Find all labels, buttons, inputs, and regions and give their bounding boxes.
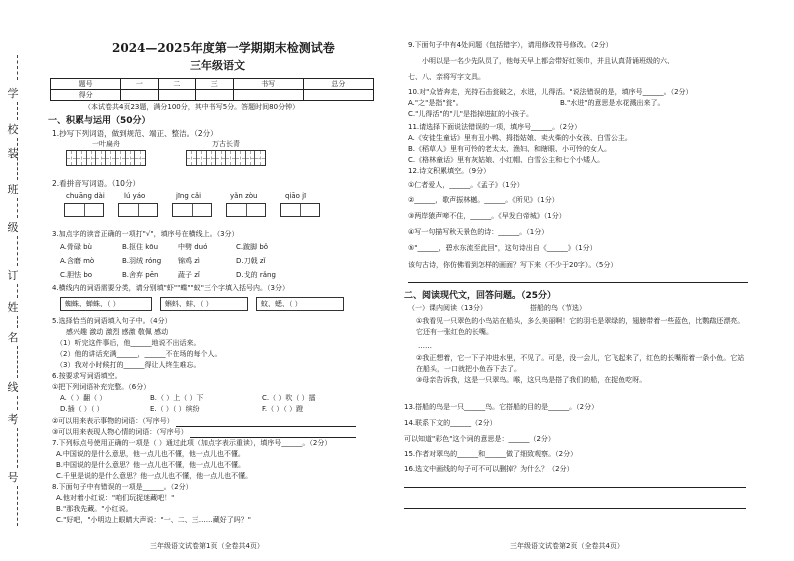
question-9: 9.下面句子中有4处问题（包括错字），请用修改符号修改。（2分） (408, 41, 613, 49)
q11-option: C.《格林童话》里有灰姑娘、小红帽、白雪公主和七个小矮人。 (408, 156, 605, 164)
q12-item: ②______，歌声振林樾。______。《所见》（1分） (408, 196, 559, 204)
score-cell[interactable] (158, 90, 195, 101)
pinyin-label: yǎn zòu (230, 192, 258, 200)
binding-label: 线 (7, 381, 19, 394)
classification-box[interactable]: 蜘蛛、蝉蛛、（ ） (60, 297, 152, 311)
question-2: 2.看拼音写词语。（10分） (52, 179, 140, 188)
exam-note: （本试卷共4页23题，满分100分，其中书写5分。答题时间80分钟） (84, 103, 300, 111)
q10-option: A."之"是指"瓮"。 (408, 99, 463, 107)
score-cell[interactable] (121, 90, 158, 101)
reading-paragraph: ③母亲告诉我，这是一只翠鸟。喉，这只鸟是搭了我们的船，在捉鱼吃呀。 (416, 376, 647, 384)
binding-label: 号 (7, 471, 19, 484)
binding-label: 考 (7, 413, 19, 426)
q3-option: 锦鸡 zì (178, 257, 200, 265)
answer-box[interactable] (172, 203, 212, 217)
q12-item: ①仁者爱人，______。《孟子》（1分） (408, 181, 524, 189)
reading-title: 搭船的鸟（节选） (530, 304, 586, 312)
q3-option: B.舍弃 pēn (122, 271, 159, 279)
q11-option: A.《安徒生童话》里有丑小鸭、拇指姑娘、卖火柴的小女孩、白雪公主。 (408, 134, 632, 142)
answer-line[interactable] (190, 437, 356, 438)
page-footer: 三年级语文试卷第1页（全卷共4页） (150, 542, 264, 550)
question-3: 3.加点字的读音正确的一项打"√"，填序号在横线上。（3分） (52, 230, 239, 238)
score-cell[interactable] (196, 90, 233, 101)
answer-box[interactable] (226, 203, 266, 217)
score-header: 二 (158, 79, 195, 90)
question-6: 6.按要求写词语填空。 (52, 372, 122, 380)
q12-item: ④写一句描写秋天景色的诗：______。（1分） (408, 228, 549, 236)
q3-option: B.羽绒 róng (122, 257, 162, 265)
q7-option: A.中国说的是什么意思，他一点儿也不懂，他一点儿也不懂。 (56, 450, 245, 458)
q12-item: ③两岸猿声啼不住，______。《早发白帝城》（1分） (408, 212, 566, 220)
q5-item: （2）他的讲话充满______，______不在场的每个人。 (56, 350, 222, 358)
writing-grid[interactable] (186, 150, 266, 166)
binding-label: 装 (7, 147, 19, 160)
question-12: 12.诗文积累填空。（9分） (408, 167, 491, 175)
classification-box[interactable]: 蝌蚪、蚌、（ ） (160, 297, 248, 311)
score-header: 总分 (303, 79, 373, 90)
question-1: 1.抄写下列词语，做到规范、端正、整洁。（2分） (52, 129, 218, 138)
question-4: 4.横线内的词语需要分类，请分别填"虾""蝶""蚁"三个字填入括号内。（3分） (52, 284, 289, 292)
score-header: 三 (196, 79, 233, 90)
q11-option: B.《稻草人》里有可怜的老太太、渔妇、和瞎眼、小可怜的女人。 (408, 145, 612, 153)
binding-label: 学 (7, 87, 19, 100)
writing-grid[interactable] (66, 150, 146, 166)
question-11: 11.请选择下面说法错误的一项，填序号______。（2分） (408, 123, 582, 131)
q8-option: B."那我先藏。"小红说。 (56, 505, 133, 513)
q6-blank: C.（ ）吹（ ）擂 (262, 394, 316, 402)
answer-box[interactable] (280, 203, 320, 217)
answer-box[interactable] (64, 203, 104, 217)
score-cell[interactable] (303, 90, 373, 101)
q10-option: C."儿得活"的"儿"是指掉进缸的小孩子。 (408, 110, 533, 118)
section-heading: 一、积累与运用（50分） (48, 116, 151, 126)
q5-item: （1）听完这件事后，他______地说不出话来。 (56, 339, 201, 347)
question-13: 13.搭船的鸟是一只______鸟。它搭船的目的是______。（2分） (404, 403, 599, 411)
answer-line[interactable] (404, 508, 746, 509)
answer-line[interactable] (176, 426, 356, 427)
q3-option: 蔬子 zǐ (178, 271, 200, 279)
q3-option: 中劈 duó (178, 243, 208, 251)
pinyin-label: chuāng dài (66, 192, 105, 200)
q3-option: C.跛脚 bǒ (236, 243, 269, 251)
score-header: 题号 (51, 79, 121, 90)
section-heading: 二、阅读现代文，回答问题。（25分） (404, 291, 557, 301)
q12-item: ⑤"______，碧水东流至此回"，这句诗出自《______》（1分） (408, 244, 597, 252)
q3-option: D.刀戟 zǐ (236, 257, 266, 265)
q6-blank: D.插（ ）（ ） (60, 405, 104, 413)
reading-paragraph: ②我正想着，它一下子冲进水里，不见了。可是，没一会儿，它飞起来了，红色的长嘴衔着一条小鱼。它站在船头，一口就把小鱼吞下去了。 (416, 354, 745, 373)
q5-item: （3）我对小时候打的______得让人终生难忘。 (56, 361, 201, 369)
q6-part-c: ③可以用来表现人物心情的词语：（写序号） (52, 428, 188, 436)
q3-option: B.抠住 kōu (122, 243, 159, 251)
q6-blank: B.（ ）上（ ）下 (150, 394, 204, 402)
exam-subject: 三年级语文 (190, 59, 245, 72)
q3-option: C.胆怯 bo (60, 271, 93, 279)
reading-ellipsis: …… (418, 342, 432, 350)
q3-option: A.骨碌 bù (60, 243, 92, 251)
binding-label: 校 (7, 123, 19, 136)
binding-label: 订 (7, 269, 19, 282)
q6-blank: F.（ ）（ ）蹬 (262, 405, 304, 413)
question-14-meaning: 可以知道"彩色"这个词的意思是：______（2分） (404, 435, 555, 443)
q9-text: 七、八、亲将写字文具。 (408, 73, 485, 81)
q3-option: A.含磨 mò (60, 257, 95, 265)
copy-word: 一叶扁舟 (92, 140, 120, 148)
score-cell[interactable] (233, 90, 303, 101)
reading-subheading: （一）课内阅读（13分） (408, 304, 487, 312)
pinyin-label: qiāo jī (285, 192, 307, 200)
q6-part-b: ②可以用来表示事物的词语：（写序号） (52, 417, 174, 425)
score-header: 书写 (233, 79, 303, 90)
score-table (50, 78, 374, 101)
question-8: 8.下面句子中有错误的一项是______。（2分） (52, 483, 193, 491)
copy-word: 万古长青 (212, 140, 240, 148)
q7-option: B.中国说的是什么意思？他一点儿也不懂，他一点儿也不懂。 (56, 461, 246, 469)
q8-option: C."好吧，"小明边上眼睛大声说："一、二、三……藏好了吗？" (56, 516, 251, 524)
q6-blank: A.（ ）翻（ ） (60, 394, 107, 402)
q12-prompt: 该句古诗，你仿佛看到怎样的画面？写下来（不少于20字）。（5分） (408, 261, 618, 269)
q3-option: D.戈的 rǎng (236, 271, 276, 279)
q5-options: 感兴趣 激动 激烈 感激 敬佩 感动 (66, 328, 169, 336)
question-5: 5.选择恰当的词语填入句子中。（4分） (52, 317, 172, 325)
pinyin-label: lú yáo (124, 192, 146, 200)
pinyin-label: jīng cǎi (176, 192, 202, 200)
answer-box[interactable] (118, 203, 158, 217)
binding-label: 姓 (7, 301, 19, 314)
question-15: 15.作者对翠鸟的______和______做了细致观察。（2分） (404, 450, 578, 458)
question-14: 14.联系下文的______（2分） (404, 419, 497, 427)
q7-option: C.千里是说的是什么意思？他一点儿也不懂，他一点儿也不懂。 (56, 472, 253, 480)
binding-label: 名 (7, 331, 19, 344)
q6-blank: E.（ ）（ ）缤纷 (150, 405, 200, 413)
reading-paragraph: ①我看见一只翠色的小鸟站在船头，多么美丽啊！它的羽毛是翠绿的，翅膀带着一些蓝色，比鹦鹉还漂亮。它还有一张红色的长嘴。 (416, 317, 745, 336)
question-7: 7.下列标点号使用正确的一项是（ ）通过此项（加点字表示重读），填序号______。（2分） (52, 439, 332, 447)
q8-option: A.他对着小红说："咱们玩捉迷藏吧！" (56, 494, 175, 502)
q9-text: 小明以是一名少先队员了，他每天早上都会带好红领巾，并且认真背诵班级的六、 (422, 57, 674, 65)
q10-option: B."水迸"的意思是水花溅出来了。 (560, 99, 665, 107)
question-10: 10.对"众皆奔走，光持石击瓮破之，水迸，儿得活。"说法错误的是，填序号______。（2分） (408, 88, 693, 96)
binding-label: 班 (7, 183, 19, 196)
binding-label: 级 (7, 221, 19, 234)
answer-line[interactable] (404, 487, 746, 488)
classification-box[interactable]: 蚊、蟋、（ ） (256, 297, 344, 311)
exam-title: 2024—2025年度第一学期期末检测试卷 (112, 41, 335, 55)
score-header: 一 (121, 79, 158, 90)
score-row-label: 得分 (51, 90, 121, 101)
q6-part-a: ①把下列词语补充完整。（6分） (52, 383, 151, 391)
page-footer: 三年级语文试卷第2页（全卷共4页） (510, 542, 624, 550)
question-16: 16.选文中画线的句子可不可以删掉？为什么？（2分） (404, 465, 574, 473)
answer-line[interactable] (408, 282, 748, 283)
